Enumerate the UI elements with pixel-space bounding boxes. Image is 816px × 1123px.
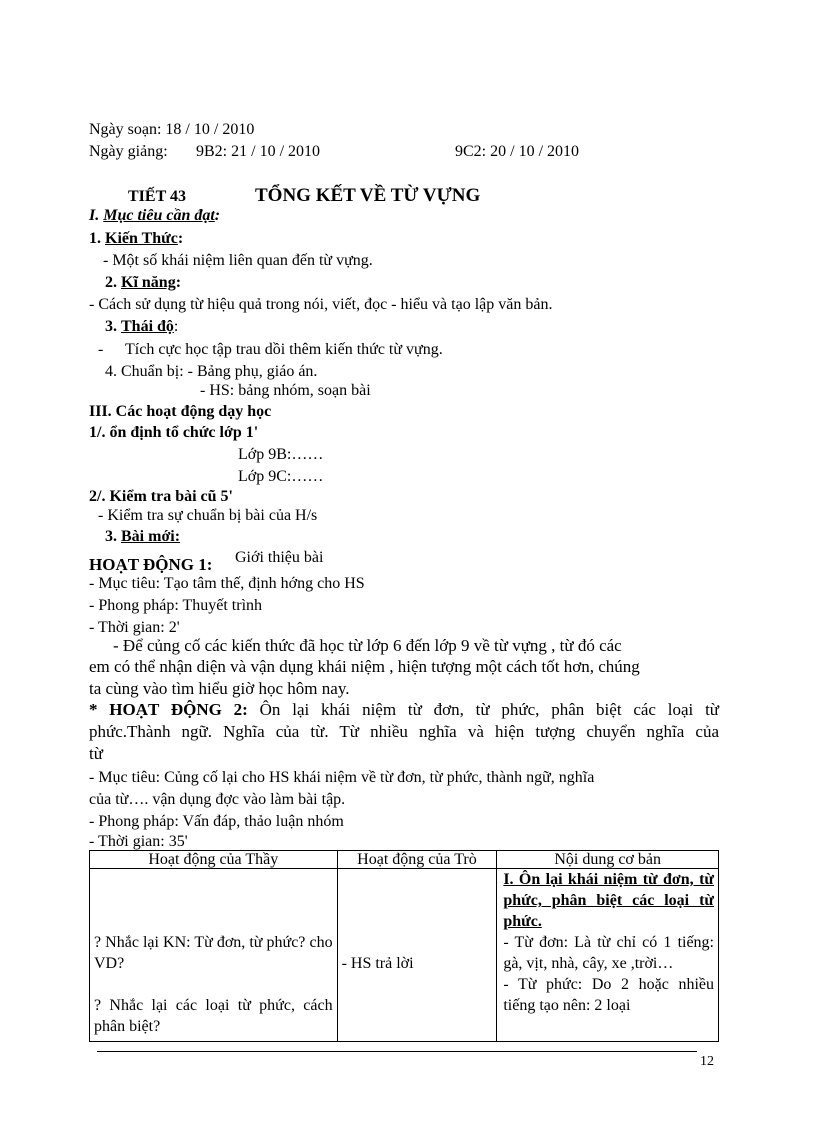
hd2-muc-tieu-1: - Mục tiêu: Củng cố lại cho HS khái niệm về từ đơn, từ phức, thành ngữ, nghĩa <box>89 769 595 786</box>
muc-tieu-heading: I. Mục tiêu cần đạt: <box>89 207 221 224</box>
header-thay: Hoạt động của Thầy <box>90 851 338 869</box>
chuan-bi-label: 4. Chuẩn bị: - Bảng phụ, giáo án. <box>105 363 318 380</box>
chuan-bi-hs: - HS: bảng nhóm, soạn bài <box>200 382 371 399</box>
hd2-heading-line-3: từ <box>89 744 103 763</box>
ngay-soan: Ngày soạn: 18 / 10 / 2010 <box>89 121 255 138</box>
page-title: TỔNG KẾT VỀ TỪ VỰNG <box>255 185 481 206</box>
table-header-row <box>90 851 719 869</box>
tro-answer: - HS trả lời <box>341 955 414 972</box>
hoat-dong-1-heading: HOẠT ĐỘNG 1: <box>89 555 213 574</box>
ngay-giang-9c2: 9C2: 20 / 10 / 2010 <box>455 143 580 160</box>
hd2-heading-line-2: phức.Thành ngữ. Nghĩa của từ. Từ nhiều nghĩa và hiện tượng chuyển nghĩa của <box>89 722 719 741</box>
hd1-intro-line-2: em có thể nhận diện và vận dụng khái niệm , hiện tượng một cách tốt hơn, chúng <box>89 657 640 676</box>
hoat-dong-1-title: Giới thiệu bài <box>235 549 324 566</box>
bai-moi-heading: 3. Bài mới: <box>105 528 181 545</box>
hd1-thoi-gian: - Thời gian: 2' <box>89 619 180 636</box>
kiem-tra-text: - Kiểm tra sự chuẩn bị bài của H/s <box>98 507 318 524</box>
table-row <box>90 869 719 1042</box>
tiet-number: TIẾT 43 <box>128 188 186 205</box>
cell-thay <box>90 869 338 1042</box>
page-number: 12 <box>700 1054 714 1069</box>
thai-do-dash: - <box>98 341 104 358</box>
cell-noi-dung <box>497 869 719 1042</box>
thay-question-1: ? Nhắc lại KN: Từ đơn, từ phức? cho VD? <box>94 934 333 972</box>
ngay-giang-label: Ngày giảng: <box>89 143 168 160</box>
lesson-table <box>89 850 719 1042</box>
hd1-intro-line-1: - Để củng cố các kiến thức đã học từ lớp 6 đến lớp 9 về từ vựng , từ đó các <box>113 636 622 655</box>
kiem-tra-heading: 2/. Kiểm tra bài cũ 5' <box>89 488 233 505</box>
noi-dung-tu-phuc: - Từ phức: Do 2 hoặc nhiều tiếng tạo nên: 2 loại <box>503 976 714 1014</box>
cell-tro <box>337 869 497 1042</box>
thai-do-heading: 3. Thái độ: <box>105 318 179 335</box>
hd2-heading-line-1: * HOẠT ĐỘNG 2: Ôn lại khái niệm từ đơn, từ phức, phân biệt các loại từ <box>89 700 720 719</box>
hd1-muc-tieu: - Mục tiêu: Tạo tâm thế, định hớng cho HS <box>89 575 365 592</box>
ki-nang-text: - Cách sử dụng từ hiệu quả trong nói, viết, đọc - hiểu và tạo lập văn bản. <box>89 296 553 313</box>
hoat-dong-day-hoc-heading: III. Các hoạt động dạy học <box>89 403 272 420</box>
kien-thuc-text: - Một số khái niệm liên quan đến từ vựng. <box>103 252 373 269</box>
header-noi-dung: Nội dung cơ bản <box>497 851 719 869</box>
ngay-giang-9b2: 9B2: 21 / 10 / 2010 <box>196 143 321 160</box>
kien-thuc-heading: 1. Kiến Thức: <box>89 230 184 247</box>
thay-question-2: ? Nhắc lại các loại từ phức, cách phân biệt? <box>94 997 333 1035</box>
footer-rule <box>97 1051 697 1052</box>
thai-do-text: Tích cực học tập trau dồi thêm kiến thức từ vựng. <box>125 341 443 358</box>
noi-dung-tu-don: - Từ đơn: Là từ chỉ có 1 tiếng: gà, vịt, nhà, cây, xe ,trời… <box>503 934 714 972</box>
on-dinh-heading: 1/. ổn định tổ chức lớp 1' <box>89 424 259 441</box>
lop-9c: Lớp 9C:…… <box>238 468 324 485</box>
header-tro: Hoạt động của Trò <box>337 851 497 869</box>
lop-9b: Lớp 9B:…… <box>238 446 324 463</box>
hd2-phuong-phap: - Phong pháp: Vấn đáp, thảo luận nhóm <box>89 813 344 830</box>
hd2-muc-tieu-2: của từ…. vận dụng đợc vào làm bài tập. <box>89 791 346 808</box>
hd2-thoi-gian: - Thời gian: 35' <box>89 833 188 850</box>
ki-nang-heading: 2. Kĩ năng: <box>105 274 182 291</box>
hd1-intro-line-3: ta cùng vào tìm hiểu giờ học hôm nay. <box>89 679 350 698</box>
hd1-phuong-phap: - Phong pháp: Thuyết trình <box>89 597 263 614</box>
noi-dung-heading: I. Ôn lại khái niệm từ đơn, từ phức, phân biệt các loại từ phức. <box>503 871 714 930</box>
